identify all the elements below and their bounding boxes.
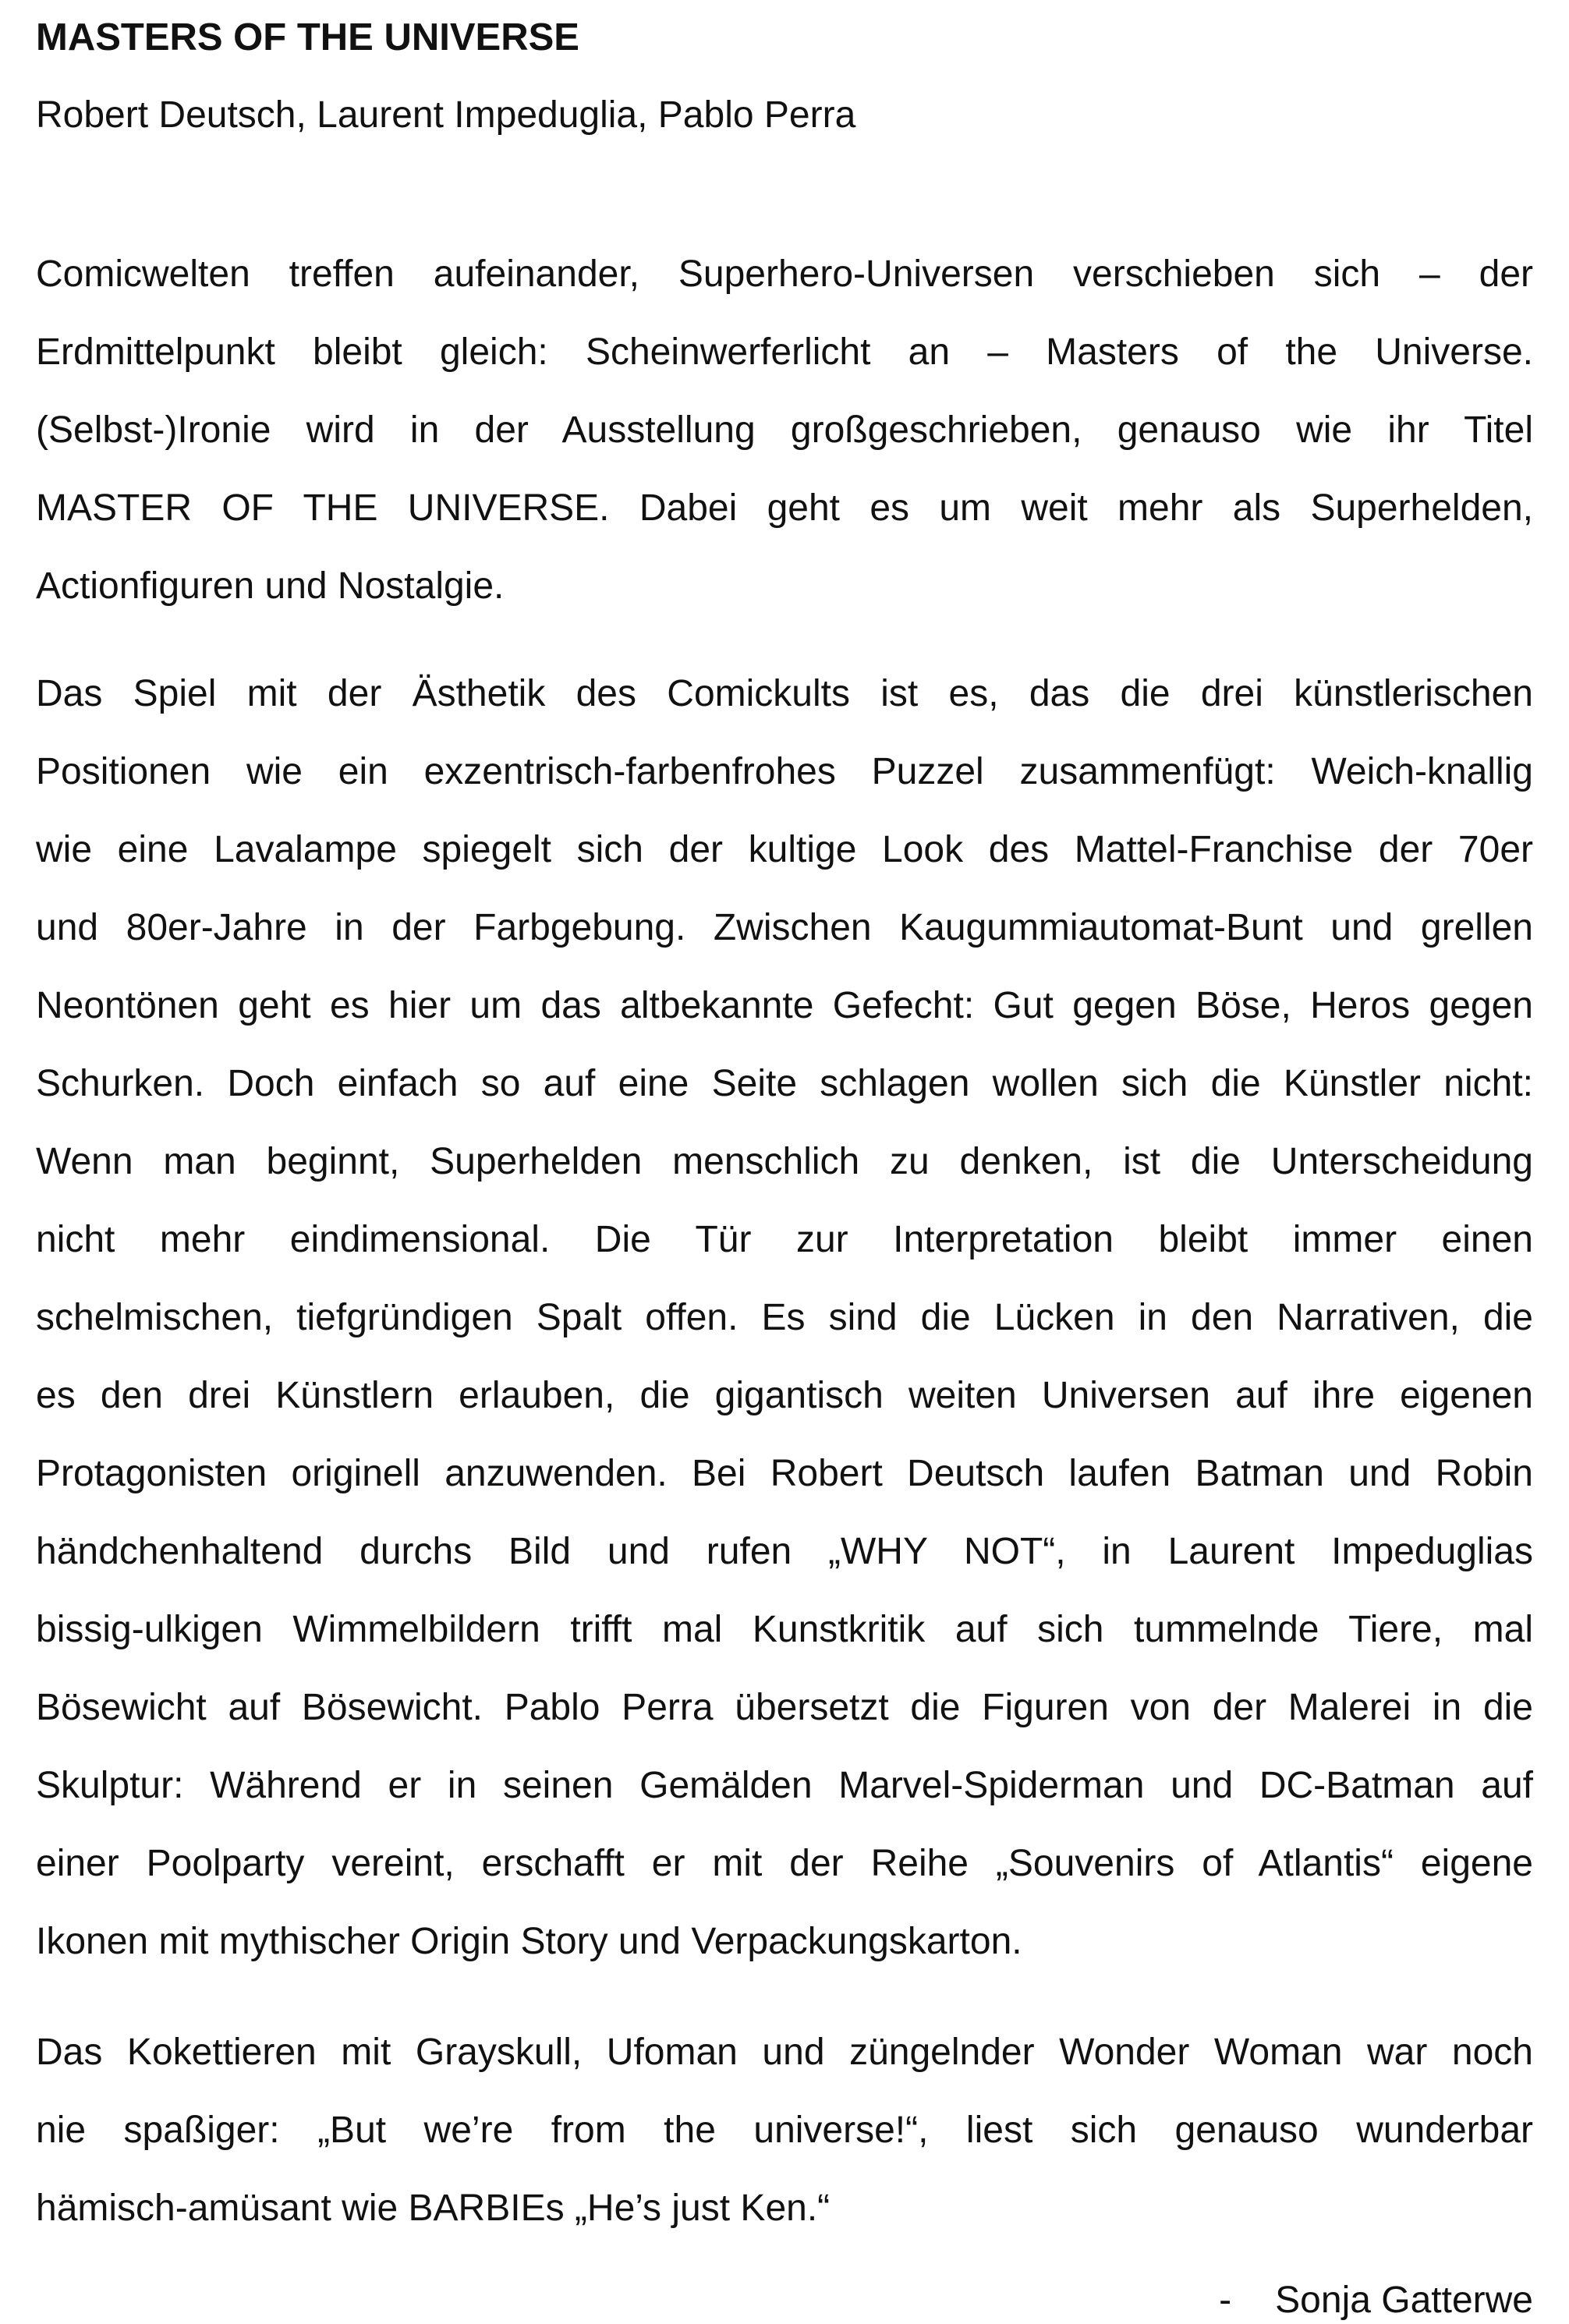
- text-line: Actionfiguren und Nostalgie.: [36, 565, 505, 607]
- text-line: (Selbst-)Ironie wird in der Ausstellung großgeschrieben, genauso wie ihr Titel: [36, 409, 1533, 451]
- paragraph: [36, 655, 1533, 1981]
- text-line: händchenhaltend durchs Bild und rufen „WHY NOT“, in Laurent Impeduglias: [36, 1531, 1533, 1572]
- signature-dash: -: [1219, 2280, 1232, 2321]
- text-line: Wenn man beginnt, Superhelden menschlich zu denken, ist die Unterscheidung: [36, 1141, 1533, 1182]
- document-title: MASTERS OF THE UNIVERSE: [36, 16, 579, 58]
- text-line: Comicwelten treffen aufeinander, Superhero-Universen verschieben sich – der: [36, 253, 1533, 295]
- text-line: Ikonen mit mythischer Origin Story und Verpackungskarton.: [36, 1921, 1022, 1962]
- text-line: wie eine Lavalampe spiegelt sich der kultige Look des Mattel-Franchise der 70er: [36, 829, 1533, 870]
- text-line: Das Kokettieren mit Grayskull, Ufoman und züngelnder Wonder Woman war noch: [36, 2032, 1533, 2073]
- paragraph: [36, 2014, 1533, 2248]
- author-signature: [1219, 2277, 1533, 2324]
- text-line: MASTER OF THE UNIVERSE. Dabei geht es um weit mehr als Superhelden,: [36, 487, 1533, 529]
- text-line: nie spaßiger: „But we’re from the universe!“, liest sich genauso wunderbar: [36, 2110, 1533, 2151]
- text-line: Bösewicht auf Bösewicht. Pablo Perra übersetzt die Figuren von der Malerei in die: [36, 1687, 1533, 1728]
- text-line: es den drei Künstlern erlauben, die gigantisch weiten Universen auf ihre eigenen: [36, 1375, 1533, 1416]
- artist-names: Robert Deutsch, Laurent Impeduglia, Pablo Perra: [36, 94, 856, 136]
- text-line: Das Spiel mit der Ästhetik des Comickults ist es, das die drei künstlerischen: [36, 673, 1533, 714]
- text-line: Skulptur: Während er in seinen Gemälden Marvel-Spiderman und DC-Batman auf: [36, 1765, 1533, 1806]
- text-line: schelmischen, tiefgründigen Spalt offen. Es sind die Lücken in den Narrativen, die: [36, 1297, 1533, 1338]
- text-line: Erdmittelpunkt bleibt gleich: Scheinwerferlicht an – Masters of the Universe.: [36, 331, 1533, 373]
- text-line: bissig-ulkigen Wimmelbildern trifft mal Kunstkritik auf sich tummelnde Tiere, mal: [36, 1609, 1533, 1650]
- text-line: nicht mehr eindimensional. Die Tür zur Interpretation bleibt immer einen: [36, 1219, 1533, 1260]
- text-line: Schurken. Doch einfach so auf eine Seite schlagen wollen sich die Künstler nicht:: [36, 1063, 1533, 1104]
- text-line: einer Poolparty vereint, erschafft er mit der Reihe „Souvenirs of Atlantis“ eigene: [36, 1843, 1533, 1884]
- text-line: Positionen wie ein exzentrisch-farbenfrohes Puzzel zusammenfügt: Weich-knallig: [36, 751, 1533, 792]
- text-line: Neontönen geht es hier um das altbekannte Gefecht: Gut gegen Böse, Heros gegen: [36, 985, 1533, 1026]
- text-line: und 80er-Jahre in der Farbgebung. Zwischen Kaugummiautomat-Bunt und grellen: [36, 907, 1533, 948]
- text-line: Protagonisten originell anzuwenden. Bei Robert Deutsch laufen Batman und Robin: [36, 1453, 1533, 1494]
- text-line: hämisch-amüsant wie BARBIEs „He’s just Ken.“: [36, 2188, 831, 2229]
- paragraph: [36, 236, 1533, 625]
- author-name: Sonja Gatterwe: [1275, 2280, 1533, 2321]
